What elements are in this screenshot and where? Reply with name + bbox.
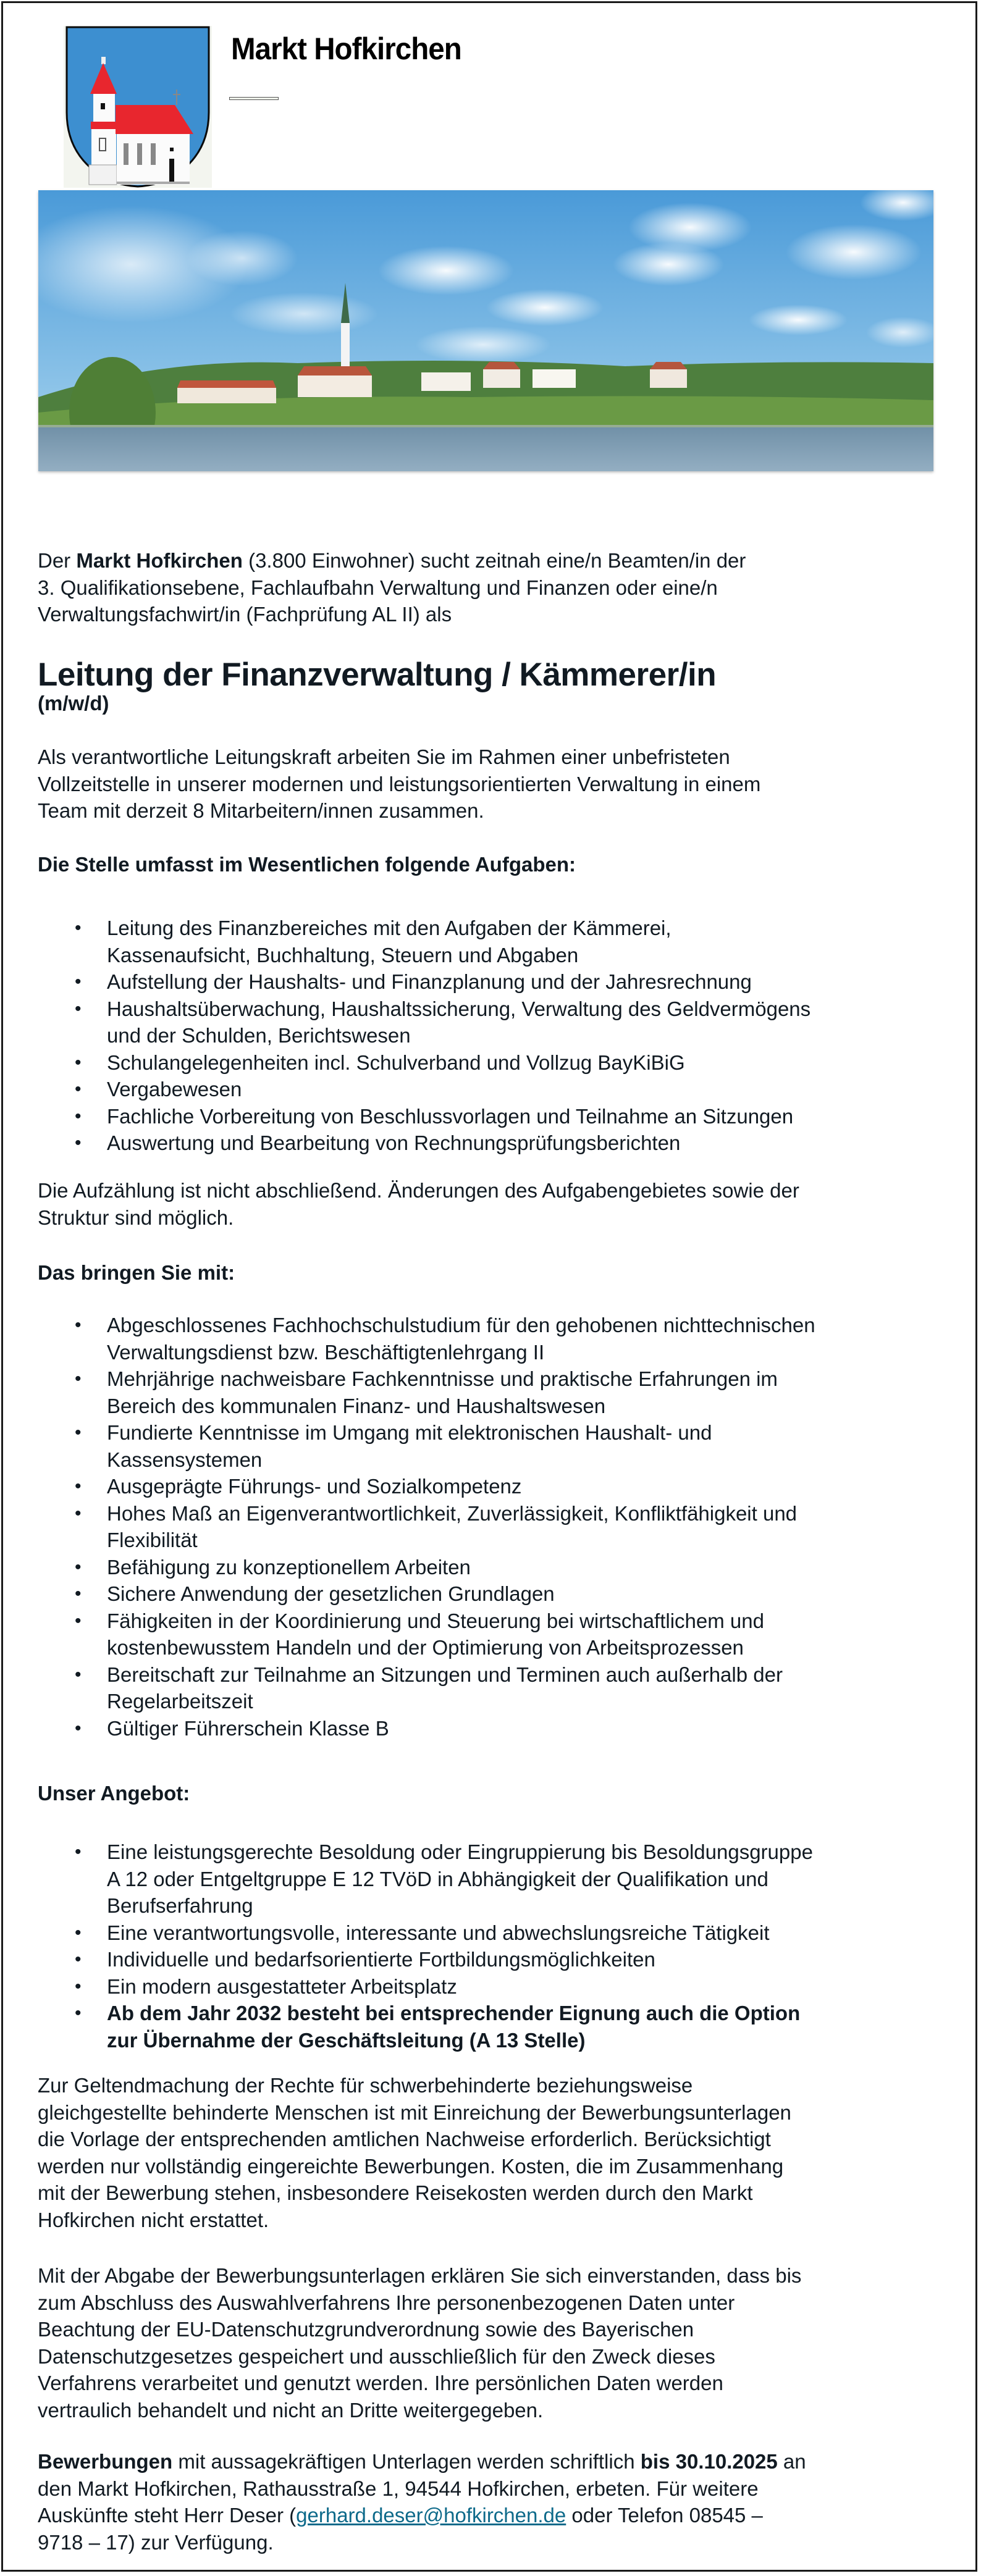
requirements-list <box>38 1312 952 1742</box>
application-line: 9718 – 17) zur Verfügung. <box>38 2530 274 2554</box>
bullet-icon: • <box>75 1584 82 1604</box>
bullet-icon: • <box>75 1922 82 1943</box>
list-item-line: Haushaltsüberwachung, Haushaltssicherung, Verwaltung des Geldvermögens <box>107 997 811 1020</box>
list-item <box>38 1661 952 1715</box>
bullet-icon: • <box>75 971 82 992</box>
list-item-line: zur Übernahme der Geschäftsleitung (A 13 Stelle) <box>107 2028 586 2052</box>
coat-of-arms-church-icon <box>64 26 212 188</box>
list-item <box>38 1973 952 2000</box>
requirements-heading: Das bringen Sie mit: <box>38 1261 235 1284</box>
list-item-line: Leitung des Finanzbereiches mit den Aufgaben der Kämmerei, <box>107 917 672 939</box>
list-item <box>38 1130 952 1157</box>
job-title: Leitung der Finanzverwaltung / Kämmerer/in <box>38 657 717 693</box>
list-item-line: Flexibilität <box>107 1529 198 1551</box>
list-item <box>38 2000 952 2054</box>
list-item <box>38 1076 952 1103</box>
application-line: den Markt Hofkirchen, Rathausstraße 1, 94544 Hofkirchen, erbeten. Für weitere <box>38 2477 759 2500</box>
list-item <box>38 1103 952 1130</box>
list-item <box>38 1419 952 1473</box>
list-item-line: Mehrjährige nachweisbare Fachkenntnisse und praktische Erfahrungen im <box>107 1367 778 1390</box>
list-item-line: Bereitschaft zur Teilnahme an Sitzungen und Terminen auch außerhalb der <box>107 1663 783 1686</box>
list-item-line: Sichere Anwendung der gesetzlichen Grundlagen <box>107 1582 555 1605</box>
tasks-list <box>38 915 952 1157</box>
list-item-line: Ab dem Jahr 2032 besteht bei entsprechender Eignung auch die Option <box>107 2002 801 2024</box>
list-item-line: Auswertung und Bearbeitung von Rechnungsprüfungsberichten <box>107 1131 681 1154</box>
list-item-line: Aufstellung der Haushalts- und Finanzplanung und der Jahresrechnung <box>107 970 752 993</box>
list-item <box>38 915 952 968</box>
intro-paragraph <box>38 547 952 628</box>
list-item-line: Fähigkeiten in der Koordinierung und Steuerung bei wirtschaftlichem und <box>107 1609 764 1632</box>
list-item-line: Vergabewesen <box>107 1078 242 1101</box>
application-deadline: bis 30.10.2025 <box>640 2450 778 2473</box>
bullet-icon: • <box>75 1503 82 1524</box>
offer-list <box>38 1839 952 2054</box>
list-item <box>38 1919 952 1947</box>
tasks-note: Die Aufzählung ist nicht abschließend. Änderungen des Aufgabengebietes sowie der Struktur sind möglich. <box>38 1179 799 1229</box>
bullet-icon: • <box>75 1052 82 1073</box>
job-description: Als verantwortliche Leitungskraft arbeiten Sie im Rahmen einer unbefristeten Vollzeitstelle in unserer modernen und leistungsorientierten Verwaltung in einem Team mit derzeit 8 Mitarbeitern/innen zusammen. <box>38 745 761 822</box>
town-panorama-image <box>38 190 933 471</box>
bullet-icon: • <box>75 1422 82 1443</box>
list-item <box>38 1839 952 1919</box>
list-item-line: Abgeschlossenes Fachhochschulstudium für den gehobenen nichttechnischen <box>107 1314 815 1336</box>
employer-name: Markt Hofkirchen <box>76 549 243 572</box>
list-item-line: Eine leistungsgerechte Besoldung oder Eingruppierung bis Besoldungsgruppe <box>107 1840 813 1863</box>
list-item <box>38 968 952 996</box>
bullet-icon: • <box>75 918 82 938</box>
bullet-icon: • <box>75 1610 82 1631</box>
list-item-line: A 12 oder Entgeltgruppe E 12 TVöD in Abhängigkeit der Qualifikation und <box>107 1867 768 1890</box>
bullet-icon: • <box>75 1664 82 1685</box>
list-item <box>38 1715 952 1742</box>
bullet-icon: • <box>75 1556 82 1577</box>
list-item <box>38 1580 952 1608</box>
site-title: Markt Hofkirchen <box>231 31 461 66</box>
list-item-line: Ausgeprägte Führungs- und Sozialkompetenz <box>107 1475 522 1498</box>
list-item-line: Befähigung zu konzeptionellem Arbeiten <box>107 1555 471 1579</box>
application-line: Bewerbungen mit aussagekräftigen Unterlagen werden schriftlich bis 30.10.2025 an <box>38 2450 806 2473</box>
list-item-line: Gültiger Führerschein Klasse B <box>107 1716 389 1740</box>
coat-of-arms-logo <box>64 26 212 188</box>
list-item-line: Hohes Maß an Eigenverantwortlichkeit, Zuverlässigkeit, Konfliktfähigkeit und <box>107 1501 798 1525</box>
bullet-icon: • <box>75 1133 82 1153</box>
bullet-icon: • <box>75 2003 82 2023</box>
list-item <box>38 1608 952 1661</box>
application-line: Auskünfte steht Herr Deser (gerhard.deser@hofkirchen.de oder Telefon 08545 – <box>38 2504 763 2527</box>
list-item-line: Berufserfahrung <box>107 1894 253 1917</box>
bullet-icon: • <box>75 1949 82 1970</box>
list-item-line: Regelarbeitszeit <box>107 1690 253 1713</box>
privacy-notice: Mit der Abgabe der Bewerbungsunterlagen erklären Sie sich einverstanden, dass bis zum Abschluss des Auswahlverfahrens Ihre personenbezogenen Daten unter Beachtung der EU-Datenschutzgrundverordnung sowie des Bayerischen Datenschutzgesetzes gespeichert und ausschließlich für den Zweck dieses Verfahrens verarbeitet und genutzt werden. Ihre persönlichen Daten werden vertraulich behandelt und nicht an Dritte weitergegeben. <box>38 2264 802 2422</box>
list-item <box>38 1946 952 1973</box>
list-item-line: und der Schulden, Berichtswesen <box>107 1024 411 1047</box>
bullet-icon: • <box>75 1842 82 1862</box>
list-item-line: Fundierte Kenntnisse im Umgang mit elektronischen Haushalt- und <box>107 1421 712 1444</box>
list-item-line: Verwaltungsdienst bzw. Beschäftigtenlehrgang II <box>107 1340 545 1364</box>
list-item-line: Schulangelegenheiten incl. Schulverband und Vollzug BayKiBiG <box>107 1051 685 1074</box>
list-item <box>38 1500 952 1554</box>
list-item-line: Kassenaufsicht, Buchhaltung, Steuern und Abgaben <box>107 943 579 967</box>
list-item-line: Individuelle und bedarfsorientierte Fortbildungsmöglichkeiten <box>107 1948 655 1971</box>
offer-heading: Unser Angebot: <box>38 1782 190 1805</box>
disability-notice: Zur Geltendmachung der Rechte für schwerbehinderte beziehungsweise gleichgestellte behinderte Menschen ist mit Einreichung der Bewerbungsunterlagen die Vorlage der entsprechenden amtlichen Nachweise erforderlich. Berücksichtigt werden nur vollständig eingereichte Bewerbungen. Kosten, die im Zusammenhang mit der Bewerbung stehen, insbesondere Reisekosten werden durch den Markt Hofkirchen nicht erstattet. <box>38 2074 791 2231</box>
job-gender-note: (m/w/d) <box>38 692 109 715</box>
list-item <box>38 1049 952 1076</box>
list-item <box>38 1312 952 1366</box>
list-item-line: Kassensystemen <box>107 1448 263 1471</box>
bullet-icon: • <box>75 998 82 1019</box>
application-info <box>38 2448 952 2556</box>
bullet-icon: • <box>75 1976 82 1997</box>
list-item <box>38 1366 952 1419</box>
list-item-line: Eine verantwortungsvolle, interessante und abwechslungsreiche Tätigkeit <box>107 1921 770 1944</box>
intro-line: Verwaltungsfachwirt/in (Fachprüfung AL II) als <box>38 603 452 626</box>
list-item <box>38 1473 952 1500</box>
title-underline-bar <box>229 97 279 100</box>
bullet-icon: • <box>75 1105 82 1126</box>
bullet-icon: • <box>75 1079 82 1099</box>
list-item <box>38 1554 952 1581</box>
bullet-icon: • <box>75 1718 82 1739</box>
list-item <box>38 996 952 1049</box>
town-lake-panorama-image <box>38 190 933 471</box>
intro-line: 3. Qualifikationsebene, Fachlaufbahn Verwaltung und Finanzen oder eine/n <box>38 576 718 599</box>
bullet-icon: • <box>75 1315 82 1335</box>
list-item-line: Fachliche Vorbereitung von Beschlussvorlagen und Teilnahme an Sitzungen <box>107 1104 794 1128</box>
tasks-heading: Die Stelle umfasst im Wesentlichen folgende Aufgaben: <box>38 853 576 876</box>
list-item-line: Bereich des kommunalen Finanz- und Haushaltswesen <box>107 1394 606 1417</box>
list-item-line: Ein modern ausgestatteter Arbeitsplatz <box>107 1974 457 1998</box>
contact-email-link[interactable]: gerhard.deser@hofkirchen.de <box>296 2504 566 2527</box>
list-item-line: kostenbewusstem Handeln und der Optimierung von Arbeitsprozessen <box>107 1636 744 1659</box>
bullet-icon: • <box>75 1476 82 1496</box>
bullet-icon: • <box>75 1369 82 1389</box>
intro-line: Der Markt Hofkirchen (3.800 Einwohner) sucht zeitnah eine/n Beamten/in der <box>38 549 746 572</box>
